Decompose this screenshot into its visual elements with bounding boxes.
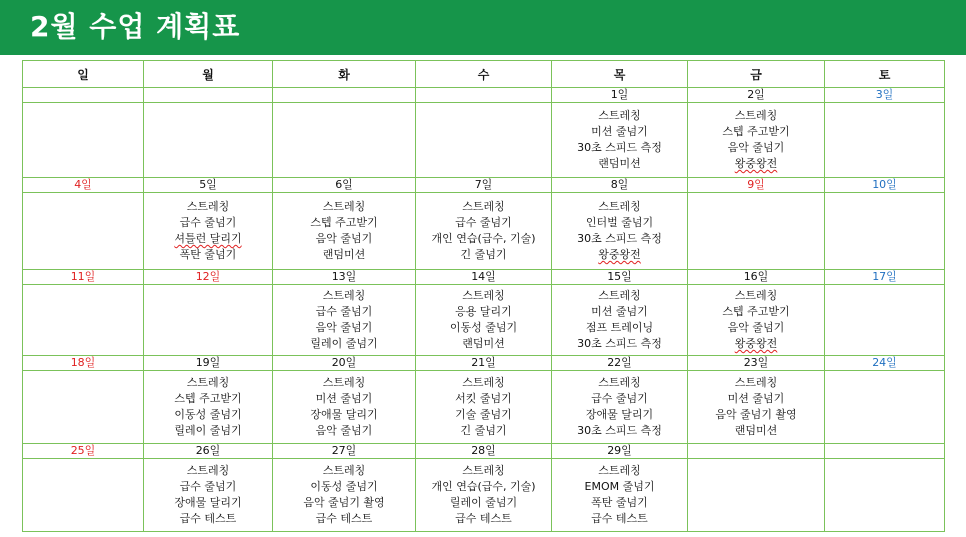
date-cell: 15일	[552, 270, 688, 285]
date-cell: 3일	[825, 88, 945, 103]
activity-item	[552, 247, 687, 263]
activity-cell	[552, 285, 688, 356]
activity-cell	[552, 459, 688, 532]
date-cell: 19일	[144, 356, 273, 371]
activity-item: 장애물 달리기	[174, 496, 242, 509]
activity-item: 30초 스피드 측정	[577, 337, 662, 350]
activity-item: 스텝 주고받기	[722, 305, 790, 318]
activity-row	[23, 193, 945, 270]
date-cell: 18일	[23, 356, 144, 371]
weekday-header: 수	[416, 61, 552, 88]
date-cell: 4일	[23, 178, 144, 193]
activity-item: 스트레칭	[462, 289, 505, 302]
date-cell: 16일	[688, 270, 825, 285]
spellcheck-underlined-text: 왕중왕전	[598, 248, 641, 261]
activity-cell	[825, 459, 945, 532]
date-cell	[273, 88, 416, 103]
activity-item: 스트레칭	[186, 200, 230, 213]
activity-item	[688, 336, 824, 352]
activity-cell	[416, 193, 552, 270]
activity-item: 스텝 주고받기	[310, 216, 378, 229]
date-row	[23, 444, 945, 459]
activity-item: 스트레칭	[186, 376, 230, 389]
activity-item: 장애물 달리기	[585, 408, 654, 421]
activity-item: 급수 줄넘기	[179, 216, 237, 229]
date-cell	[23, 88, 144, 103]
activity-item: 기술 줄넘기	[455, 408, 512, 421]
activity-item: EMOM 줄넘기	[584, 480, 655, 493]
date-cell: 28일	[416, 444, 552, 459]
activity-cell	[273, 371, 416, 444]
activity-item: 스트레칭	[462, 200, 505, 213]
activity-item: 이동성 줄넘기	[310, 480, 378, 493]
activity-item: 스트레칭	[322, 289, 366, 302]
date-cell: 12일	[144, 270, 273, 285]
activity-item: 급수 테스트	[315, 512, 373, 525]
activity-cell	[825, 285, 945, 356]
date-cell: 27일	[273, 444, 416, 459]
activity-cell	[144, 459, 273, 532]
activity-cell	[552, 193, 688, 270]
activity-item: 릴레이 줄넘기	[449, 496, 518, 509]
activity-cell	[144, 193, 273, 270]
activity-item: 서킷 줄넘기	[455, 392, 512, 405]
date-cell: 17일	[825, 270, 945, 285]
activity-cell	[688, 285, 825, 356]
activity-item: 급수 줄넘기	[179, 480, 237, 493]
date-cell: 1일	[552, 88, 688, 103]
activity-cell	[273, 193, 416, 270]
activity-row	[23, 285, 945, 356]
spellcheck-underlined-text: 셔틀런 달리기	[174, 232, 242, 245]
spellcheck-underlined-text: 왕중왕전	[734, 337, 778, 350]
date-cell: 10일	[825, 178, 945, 193]
weekday-header: 일	[23, 61, 144, 88]
activity-item: 스트레칭	[734, 376, 778, 389]
activity-item: 랜덤미션	[598, 157, 641, 170]
activity-item	[688, 156, 824, 172]
activity-item: 급수 테스트	[179, 512, 237, 525]
date-cell: 11일	[23, 270, 144, 285]
page-title: 2월 수업 계획표	[30, 10, 241, 43]
activity-item: 음악 줄넘기	[315, 321, 373, 334]
activity-cell	[144, 371, 273, 444]
activity-cell	[23, 371, 144, 444]
activity-cell	[825, 371, 945, 444]
weekday-header: 화	[273, 61, 416, 88]
activity-item: 스트레칭	[322, 376, 366, 389]
activity-item: 긴 줄넘기	[460, 424, 507, 437]
activity-item: 30초 스피드 측정	[577, 232, 662, 245]
activity-item: 장애물 달리기	[310, 408, 378, 421]
date-cell: 9일	[688, 178, 825, 193]
activity-cell	[23, 103, 144, 178]
activity-row	[23, 371, 945, 444]
activity-item: 스텝 주고받기	[174, 392, 242, 405]
date-cell: 5일	[144, 178, 273, 193]
date-cell	[144, 88, 273, 103]
activity-item: 미션 줄넘기	[591, 125, 648, 138]
activity-item: 스트레칭	[462, 376, 505, 389]
activity-item	[144, 231, 272, 247]
activity-item: 음악 줄넘기	[315, 232, 373, 245]
date-row	[23, 270, 945, 285]
schedule-calendar	[22, 60, 945, 532]
activity-item: 음악 줄넘기	[727, 141, 785, 154]
date-cell	[416, 88, 552, 103]
activity-item: 랜덤미션	[734, 424, 778, 437]
activity-row	[23, 103, 945, 178]
weekday-header: 목	[552, 61, 688, 88]
date-cell	[825, 444, 945, 459]
date-cell: 20일	[273, 356, 416, 371]
date-cell: 7일	[416, 178, 552, 193]
activity-item: 폭탄 줄넘기	[179, 248, 237, 261]
activity-item: 미션 줄넘기	[727, 392, 785, 405]
date-row	[23, 88, 945, 103]
spellcheck-underlined-text: 왕중왕전	[734, 157, 778, 170]
date-cell	[688, 444, 825, 459]
title-banner	[0, 0, 966, 55]
activity-cell	[416, 371, 552, 444]
date-row	[23, 356, 945, 371]
activity-item: 미션 줄넘기	[315, 392, 373, 405]
date-cell: 14일	[416, 270, 552, 285]
activity-cell	[273, 459, 416, 532]
activity-cell	[552, 103, 688, 178]
activity-cell	[23, 285, 144, 356]
activity-item: 인터벌 줄넘기	[585, 216, 654, 229]
activity-item: 폭탄 줄넘기	[591, 496, 648, 509]
activity-item: 30초 스피드 측정	[577, 424, 662, 437]
activity-cell	[552, 371, 688, 444]
activity-item: 음악 줄넘기	[727, 321, 785, 334]
activity-item: 점프 트레이닝	[585, 321, 654, 334]
date-cell: 26일	[144, 444, 273, 459]
activity-item: 릴레이 줄넘기	[310, 337, 378, 350]
activity-cell	[825, 103, 945, 178]
activity-row	[23, 459, 945, 532]
activity-item: 응용 달리기	[455, 305, 512, 318]
activity-cell	[144, 285, 273, 356]
activity-item: 음악 줄넘기 촬영	[715, 408, 797, 421]
activity-item: 스트레칭	[598, 464, 641, 477]
activity-item: 미션 줄넘기	[591, 305, 648, 318]
activity-item: 스트레칭	[186, 464, 230, 477]
activity-item: 급수 테스트	[455, 512, 512, 525]
activity-cell	[825, 193, 945, 270]
activity-item: 이동성 줄넘기	[449, 321, 518, 334]
date-cell: 23일	[688, 356, 825, 371]
date-cell: 8일	[552, 178, 688, 193]
weekday-header: 월	[144, 61, 273, 88]
activity-item: 릴레이 줄넘기	[174, 424, 242, 437]
activity-item: 개인 연습(급수, 기술)	[431, 480, 536, 493]
activity-cell	[23, 459, 144, 532]
date-cell: 29일	[552, 444, 688, 459]
date-row	[23, 178, 945, 193]
activity-item: 음악 줄넘기 촬영	[303, 496, 385, 509]
activity-item: 스트레칭	[322, 200, 366, 213]
activity-item: 스트레칭	[598, 200, 641, 213]
weekday-header-row	[23, 61, 945, 88]
activity-item: 스트레칭	[598, 289, 641, 302]
weekday-header: 토	[825, 61, 945, 88]
activity-cell	[688, 103, 825, 178]
activity-cell	[688, 371, 825, 444]
activity-cell	[273, 103, 416, 178]
date-cell: 24일	[825, 356, 945, 371]
activity-item: 급수 줄넘기	[315, 305, 373, 318]
activity-item: 스트레칭	[322, 464, 366, 477]
activity-cell	[416, 459, 552, 532]
date-cell: 22일	[552, 356, 688, 371]
activity-cell	[688, 193, 825, 270]
activity-item: 스트레칭	[598, 376, 641, 389]
activity-item: 급수 줄넘기	[455, 216, 512, 229]
activity-item: 랜덤미션	[322, 248, 366, 261]
activity-item: 급수 줄넘기	[591, 392, 648, 405]
activity-item: 이동성 줄넘기	[174, 408, 242, 421]
date-cell: 6일	[273, 178, 416, 193]
date-cell: 21일	[416, 356, 552, 371]
activity-item: 음악 줄넘기	[315, 424, 373, 437]
activity-cell	[273, 285, 416, 356]
activity-item: 긴 줄넘기	[460, 248, 507, 261]
weekday-header: 금	[688, 61, 825, 88]
activity-item: 스트레칭	[734, 289, 778, 302]
calendar-body	[23, 88, 945, 532]
activity-item: 30초 스피드 측정	[577, 141, 662, 154]
activity-cell	[416, 285, 552, 356]
activity-item: 랜덤미션	[462, 337, 505, 350]
activity-cell	[23, 193, 144, 270]
activity-cell	[688, 459, 825, 532]
date-cell: 2일	[688, 88, 825, 103]
date-cell: 25일	[23, 444, 144, 459]
activity-item: 급수 테스트	[591, 512, 648, 525]
activity-item: 스트레칭	[734, 109, 778, 122]
activity-item: 스텝 주고받기	[722, 125, 790, 138]
date-cell: 13일	[273, 270, 416, 285]
activity-cell	[144, 103, 273, 178]
activity-item: 스트레칭	[462, 464, 505, 477]
activity-item: 개인 연습(급수, 기술)	[431, 232, 536, 245]
activity-cell	[416, 103, 552, 178]
activity-item: 스트레칭	[598, 109, 641, 122]
